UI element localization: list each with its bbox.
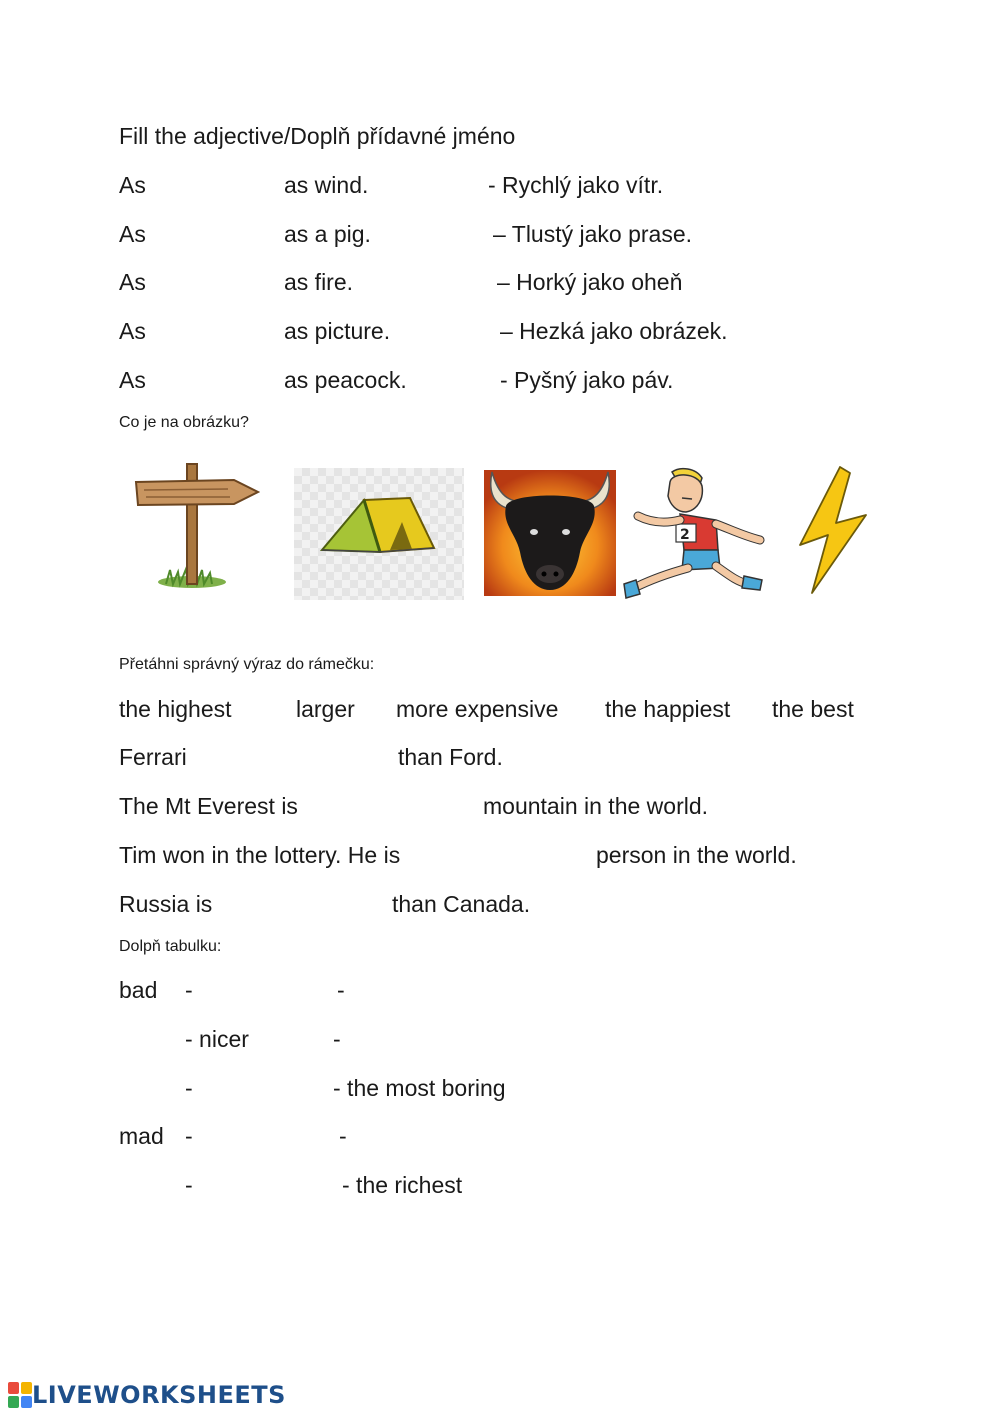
- sentence-start: The Mt Everest is: [119, 793, 298, 819]
- word-option-best[interactable]: the best: [772, 696, 854, 722]
- word-option-highest[interactable]: the highest: [119, 696, 232, 722]
- sentence-start: Ferrari: [119, 744, 187, 770]
- word-option-happiest[interactable]: the happiest: [605, 696, 731, 722]
- word-option-more-expensive[interactable]: more expensive: [396, 696, 559, 722]
- table-comparative: - nicer: [185, 1026, 249, 1052]
- sentence-end: mountain in the world.: [483, 793, 709, 819]
- sentence-start: Russia is: [119, 891, 213, 917]
- sentence-end: person in the world.: [596, 842, 797, 868]
- table-superlative: -: [337, 977, 345, 1003]
- simile-middle: as wind.: [284, 172, 369, 198]
- table-superlative: -: [333, 1026, 341, 1052]
- signpost-icon: [130, 460, 260, 595]
- simile-start: As: [119, 269, 146, 295]
- table-comparative: -: [185, 1172, 193, 1198]
- drag-instructions: Přetáhni správný výraz do rámečku:: [119, 656, 375, 673]
- sentence-end: than Ford.: [398, 744, 503, 770]
- logo-text: LIVEWORKSHEETS: [32, 1381, 286, 1409]
- table-title: Dolpň tabulku:: [119, 938, 222, 955]
- table-comparative: -: [185, 1123, 193, 1149]
- simile-middle: as peacock.: [284, 367, 407, 393]
- table-base: mad: [119, 1123, 164, 1149]
- table-superlative: -: [339, 1123, 347, 1149]
- bull-icon: [484, 462, 616, 596]
- table-superlative: - the richest: [342, 1172, 463, 1198]
- tent-icon: [294, 468, 464, 600]
- runner-icon: [620, 464, 770, 604]
- sentence-end: than Canada.: [392, 891, 531, 917]
- lightning-icon: [794, 463, 874, 598]
- simile-translation: – Tlustý jako prase.: [493, 221, 693, 247]
- table-superlative: - the most boring: [333, 1075, 506, 1101]
- simile-middle: as fire.: [284, 269, 354, 295]
- sentence-start: Tim won in the lottery. He is: [119, 842, 401, 868]
- simile-translation: - Pyšný jako páv.: [500, 367, 674, 393]
- table-comparative: -: [185, 1075, 193, 1101]
- pictures-title: Co je na obrázku?: [119, 414, 249, 431]
- tent-image-frame: [294, 468, 464, 600]
- exercise-1-title: Fill the adjective/Doplň přídavné jméno: [119, 123, 516, 149]
- logo-blocks-icon: [8, 1382, 32, 1408]
- word-option-larger[interactable]: larger: [296, 696, 355, 722]
- simile-middle: as picture.: [284, 318, 391, 344]
- table-comparative: -: [185, 977, 193, 1003]
- simile-translation: – Hezká jako obrázek.: [500, 318, 728, 344]
- simile-translation: – Horký jako oheň: [497, 269, 683, 295]
- simile-translation: - Rychlý jako vítr.: [488, 172, 664, 198]
- svg-text:2: 2: [680, 527, 690, 543]
- simile-start: As: [119, 367, 146, 393]
- simile-middle: as a pig.: [284, 221, 371, 247]
- simile-start: As: [119, 221, 146, 247]
- liveworksheets-logo: [8, 1381, 286, 1409]
- simile-start: As: [119, 318, 146, 344]
- table-base: bad: [119, 977, 158, 1003]
- simile-start: As: [119, 172, 146, 198]
